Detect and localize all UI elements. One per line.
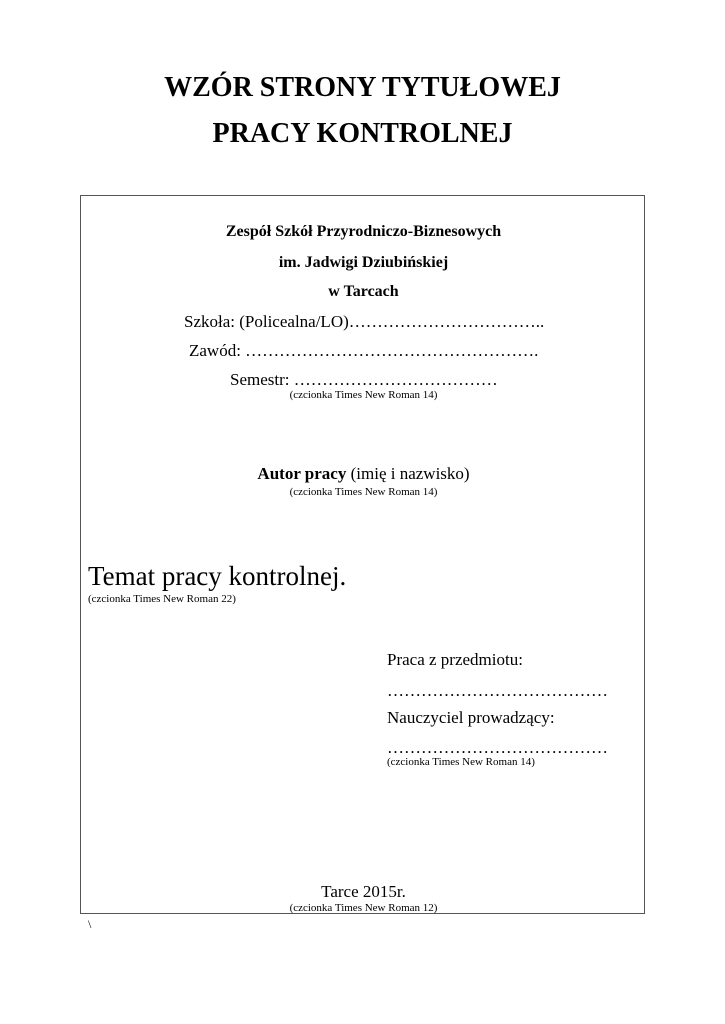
font-note-footer: (czcionka Times New Roman 12): [289, 902, 438, 914]
semester-field: Semestr: ………………………………: [230, 370, 498, 389]
school-name-line-1: Zespół Szkół Przyrodniczo-Biznesowych: [225, 223, 502, 240]
font-note-topic: (czcionka Times New Roman 22): [88, 593, 236, 605]
font-note-author: (czcionka Times New Roman 14): [289, 486, 438, 498]
work-topic: Temat pracy kontrolnej.: [88, 561, 347, 591]
page-title-line-1: WZÓR STRONY TYTUŁOWEJ: [164, 72, 561, 103]
school-type-field: Szkoła: (Policealna/LO)……………………………..: [184, 312, 545, 331]
profession-field: Zawód: …………………………………………….: [189, 341, 539, 360]
teacher-dots: …………………………………: [387, 738, 608, 757]
school-name-line-3: w Tarcach: [328, 283, 399, 300]
author-label-rest: (imię i nazwisko): [346, 464, 470, 483]
author-label-bold: Autor pracy: [257, 464, 347, 483]
stray-backslash: \: [88, 917, 92, 931]
subject-dots: …………………………………: [387, 681, 608, 700]
place-and-date: Tarce 2015r.: [321, 882, 406, 901]
font-note-school: (czcionka Times New Roman 14): [289, 389, 438, 401]
title-page-frame: [80, 195, 645, 914]
font-note-subject: (czcionka Times New Roman 14): [387, 756, 535, 768]
page-title-line-2: PRACY KONTROLNEJ: [212, 118, 513, 149]
subject-label: Praca z przedmiotu:: [387, 650, 523, 669]
author-label: [81, 464, 646, 484]
teacher-label: Nauczyciel prowadzący:: [387, 708, 555, 727]
school-name-line-2: im. Jadwigi Dziubińskiej: [278, 254, 449, 271]
